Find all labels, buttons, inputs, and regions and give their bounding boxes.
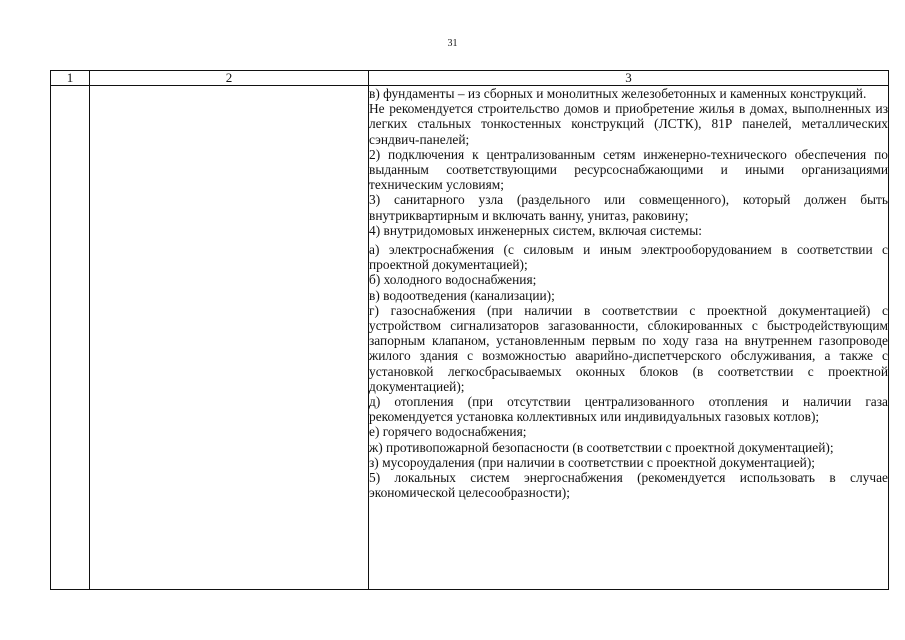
column-header-3: 3 bbox=[369, 71, 889, 86]
paragraph-cold-water: б) холодного водоснабжения; bbox=[369, 272, 537, 288]
paragraph-heating: д) отопления (при отсутствии централизованного отопления и наличии газа рекомендуется установка коллективных или индивидуальных газовых котлов); bbox=[369, 394, 888, 425]
paragraph-local-power: 5) локальных систем энергоснабжения (рекомендуется использовать в случае экономической целесообразности); bbox=[369, 470, 888, 501]
page-number: 31 bbox=[447, 38, 458, 49]
paragraph-fire-safety: ж) противопожарной безопасности (в соответствии с проектной документацией); bbox=[369, 439, 834, 455]
paragraph-sewerage: в) водоотведения (канализации); bbox=[369, 287, 555, 303]
column-header-1: 1 bbox=[51, 71, 90, 86]
paragraph-electricity: а) электроснабжения (с силовым и иным электрооборудованием в соответствии с проектной документацией); bbox=[369, 242, 888, 273]
paragraph-utility-connection: 2) подключения к централизованным сетям инженерно-технического обеспечения по выданным соответствующими ресурсоснабжающими и иными организациями техническим условиям; bbox=[369, 146, 888, 193]
document-table bbox=[50, 70, 889, 590]
paragraph-hot-water: е) горячего водоснабжения; bbox=[369, 424, 527, 440]
column-2-cell bbox=[90, 86, 369, 590]
table-row bbox=[51, 86, 889, 590]
paragraph-waste-disposal: з) мусороудаления (при наличии в соответствии с проектной документацией); bbox=[369, 454, 815, 470]
column-3-content bbox=[369, 86, 889, 590]
column-1-cell bbox=[51, 86, 90, 590]
paragraph-foundations: в) фундаменты – из сборных и монолитных железобетонных и каменных конструкций. bbox=[369, 86, 867, 101]
paragraph-gas-supply: г) газоснабжения (при наличии в соответствии с проектной документацией) с устройством сигнализаторов загазованности, сблокированных с быстродействующим запорным клапаном, установленным первым по ходу газа на внутреннем газопроводе жилого здания с возможностью аварийно-диспетчерского обслуживания, а также с установкой легкосбрасываемых оконных блоков (в соответствии с проектной документацией); bbox=[369, 302, 888, 394]
table-header-row bbox=[51, 71, 889, 86]
paragraph-lstk-warning: Не рекомендуется строительство домов и приобретение жилья в домах, выполненных из легких стальных тонкостенных конструкций (ЛСТК), 81Р панелей, металлических сэндвич-панелей; bbox=[369, 101, 888, 147]
paragraph-engineering-systems: 4) внутридомовых инженерных систем, включая системы: bbox=[369, 222, 702, 238]
paragraph-sanitary-unit: 3) санитарного узла (раздельного или совмещенного), который должен быть внутриквартирным и включать ванну, унитаз, раковину; bbox=[369, 192, 888, 223]
column-header-2: 2 bbox=[90, 71, 369, 86]
